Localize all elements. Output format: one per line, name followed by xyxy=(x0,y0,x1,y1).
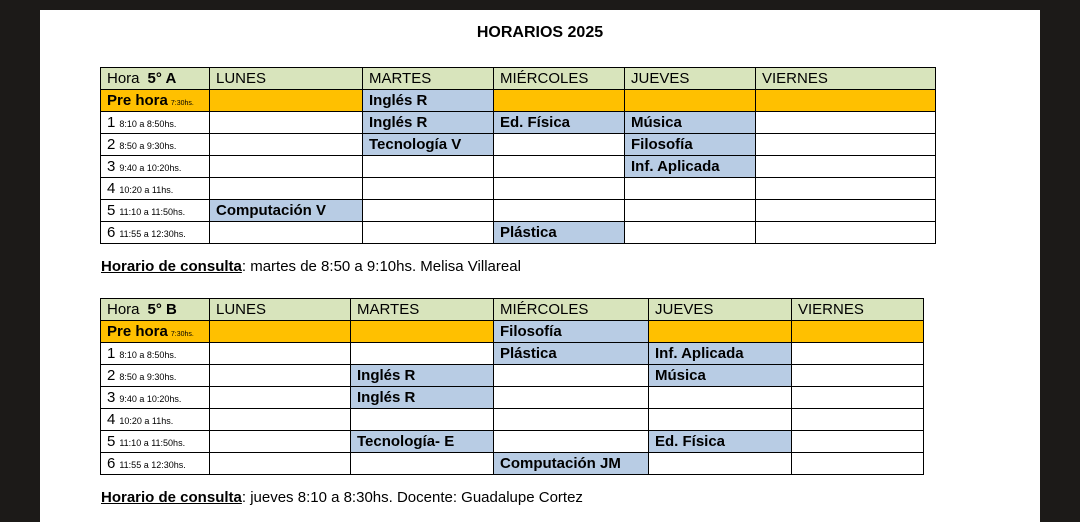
empty-cell xyxy=(756,90,936,112)
empty-cell xyxy=(494,90,625,112)
subject-cell: Ed. Física xyxy=(649,431,792,453)
empty-cell xyxy=(351,343,494,365)
empty-cell xyxy=(792,453,924,475)
empty-cell xyxy=(756,156,936,178)
period-cell xyxy=(101,112,210,134)
pre-hora-row xyxy=(101,90,936,112)
empty-cell xyxy=(494,156,625,178)
empty-cell xyxy=(210,409,351,431)
subject-cell: Inglés R xyxy=(363,90,494,112)
period-time: 9:40 a 10:20hs. xyxy=(119,394,182,404)
period-number: 1 xyxy=(107,345,116,362)
period-time: 8:50 a 9:30hs. xyxy=(119,372,177,382)
empty-cell xyxy=(494,431,649,453)
empty-cell xyxy=(792,321,924,343)
period-time: 9:40 a 10:20hs. xyxy=(119,163,182,173)
subject-cell: Música xyxy=(625,112,756,134)
subject-cell: Computación V xyxy=(210,200,363,222)
period-number: 4 xyxy=(107,180,116,197)
period-time: 11:55 a 12:30hs. xyxy=(119,229,186,239)
day-header: JUEVES xyxy=(649,299,792,321)
header-row xyxy=(101,68,936,90)
period-number: 6 xyxy=(107,455,116,472)
period-time: 8:10 a 8:50hs. xyxy=(119,119,177,129)
subject-cell: Plástica xyxy=(494,343,649,365)
empty-cell xyxy=(210,343,351,365)
period-cell xyxy=(101,343,210,365)
period-time: 8:10 a 8:50hs. xyxy=(119,350,177,360)
empty-cell xyxy=(363,156,494,178)
empty-cell xyxy=(210,178,363,200)
day-header: JUEVES xyxy=(625,68,756,90)
empty-cell xyxy=(351,453,494,475)
empty-cell xyxy=(756,222,936,244)
empty-cell xyxy=(792,387,924,409)
period-number: 3 xyxy=(107,389,116,406)
day-header: MIÉRCOLES xyxy=(494,299,649,321)
period-row xyxy=(101,134,936,156)
period-number: 3 xyxy=(107,158,116,175)
period-time: 7:30hs. xyxy=(170,331,194,338)
empty-cell xyxy=(363,222,494,244)
period-row xyxy=(101,178,936,200)
subject-cell: Inglés R xyxy=(363,112,494,134)
empty-cell xyxy=(210,321,351,343)
empty-cell xyxy=(494,134,625,156)
period-time: 11:55 a 12:30hs. xyxy=(119,460,186,470)
subject-cell: Plástica xyxy=(494,222,625,244)
empty-cell xyxy=(210,431,351,453)
empty-cell xyxy=(792,431,924,453)
period-row xyxy=(101,222,936,244)
subject-cell: Filosofía xyxy=(494,321,649,343)
day-header: LUNES xyxy=(210,68,363,90)
consulta-5a xyxy=(101,258,521,275)
hora-label: Hora xyxy=(107,301,140,318)
empty-cell xyxy=(363,200,494,222)
hora-course-header xyxy=(101,68,210,90)
consulta-text: : martes de 8:50 a 9:10hs. Melisa Villareal xyxy=(241,258,521,275)
period-number: 1 xyxy=(107,114,116,131)
consulta-label: Horario de consulta xyxy=(101,258,242,275)
empty-cell xyxy=(649,321,792,343)
empty-cell xyxy=(210,222,363,244)
subject-cell: Música xyxy=(649,365,792,387)
consulta-label: Horario de consulta xyxy=(101,489,242,506)
empty-cell xyxy=(625,178,756,200)
hora-course-header xyxy=(101,299,210,321)
period-time: 7:30hs. xyxy=(170,100,194,107)
header-row xyxy=(101,299,924,321)
empty-cell xyxy=(210,112,363,134)
subject-cell: Tecnología V xyxy=(363,134,494,156)
period-row xyxy=(101,387,924,409)
period-row xyxy=(101,343,924,365)
period-cell xyxy=(101,90,210,112)
day-header: MARTES xyxy=(351,299,494,321)
empty-cell xyxy=(494,178,625,200)
period-row xyxy=(101,112,936,134)
period-number: 5 xyxy=(107,433,116,450)
day-header: LUNES xyxy=(210,299,351,321)
day-header: VIERNES xyxy=(792,299,924,321)
period-cell xyxy=(101,365,210,387)
period-cell xyxy=(101,178,210,200)
schedule-table-5a xyxy=(100,67,936,244)
period-cell xyxy=(101,453,210,475)
period-row xyxy=(101,431,924,453)
empty-cell xyxy=(351,409,494,431)
empty-cell xyxy=(363,178,494,200)
subject-cell: Inf. Aplicada xyxy=(649,343,792,365)
period-cell xyxy=(101,431,210,453)
period-row xyxy=(101,365,924,387)
empty-cell xyxy=(494,365,649,387)
empty-cell xyxy=(210,453,351,475)
period-cell xyxy=(101,409,210,431)
empty-cell xyxy=(494,409,649,431)
empty-cell xyxy=(625,200,756,222)
period-time: 10:20 a 11hs. xyxy=(119,416,174,426)
consulta-5b xyxy=(101,489,583,506)
course-label: 5° B xyxy=(147,301,177,318)
empty-cell xyxy=(494,200,625,222)
empty-cell xyxy=(649,387,792,409)
period-cell xyxy=(101,387,210,409)
empty-cell xyxy=(351,321,494,343)
period-cell xyxy=(101,200,210,222)
empty-cell xyxy=(210,156,363,178)
empty-cell xyxy=(756,178,936,200)
empty-cell xyxy=(649,409,792,431)
period-row xyxy=(101,200,936,222)
subject-cell: Inglés R xyxy=(351,365,494,387)
day-header: MARTES xyxy=(363,68,494,90)
period-time: 10:20 a 11hs. xyxy=(119,185,174,195)
period-cell xyxy=(101,156,210,178)
empty-cell xyxy=(756,134,936,156)
schedule-table-5b xyxy=(100,298,924,475)
period-row xyxy=(101,156,936,178)
empty-cell xyxy=(756,200,936,222)
period-number: 2 xyxy=(107,367,116,384)
empty-cell xyxy=(792,365,924,387)
subject-cell: Filosofía xyxy=(625,134,756,156)
period-time: 11:10 a 11:50hs. xyxy=(119,207,186,217)
period-number: 4 xyxy=(107,411,116,428)
empty-cell xyxy=(756,112,936,134)
empty-cell xyxy=(210,134,363,156)
course-label: 5° A xyxy=(147,70,177,87)
period-cell xyxy=(101,321,210,343)
subject-cell: Tecnología- E xyxy=(351,431,494,453)
empty-cell xyxy=(210,90,363,112)
page-title: HORARIOS 2025 xyxy=(476,24,604,41)
day-header: MIÉRCOLES xyxy=(494,68,625,90)
day-header: VIERNES xyxy=(756,68,936,90)
pre-hora-row xyxy=(101,321,924,343)
period-row xyxy=(101,453,924,475)
period-number: Pre hora xyxy=(107,92,168,109)
consulta-text: : jueves 8:10 a 8:30hs. Docente: Guadalupe Cortez xyxy=(241,489,583,506)
subject-cell: Ed. Física xyxy=(494,112,625,134)
period-time: 8:50 a 9:30hs. xyxy=(119,141,177,151)
subject-cell: Inf. Aplicada xyxy=(625,156,756,178)
period-cell xyxy=(101,222,210,244)
period-number: 2 xyxy=(107,136,116,153)
empty-cell xyxy=(649,453,792,475)
period-number: Pre hora xyxy=(107,323,168,340)
empty-cell xyxy=(625,90,756,112)
empty-cell xyxy=(494,387,649,409)
subject-cell: Computación JM xyxy=(494,453,649,475)
subject-cell: Inglés R xyxy=(351,387,494,409)
empty-cell xyxy=(792,343,924,365)
empty-cell xyxy=(210,387,351,409)
period-number: 5 xyxy=(107,202,116,219)
period-row xyxy=(101,409,924,431)
period-time: 11:10 a 11:50hs. xyxy=(119,438,186,448)
hora-label: Hora xyxy=(107,70,140,87)
empty-cell xyxy=(792,409,924,431)
empty-cell xyxy=(625,222,756,244)
empty-cell xyxy=(210,365,351,387)
period-cell xyxy=(101,134,210,156)
period-number: 6 xyxy=(107,224,116,241)
